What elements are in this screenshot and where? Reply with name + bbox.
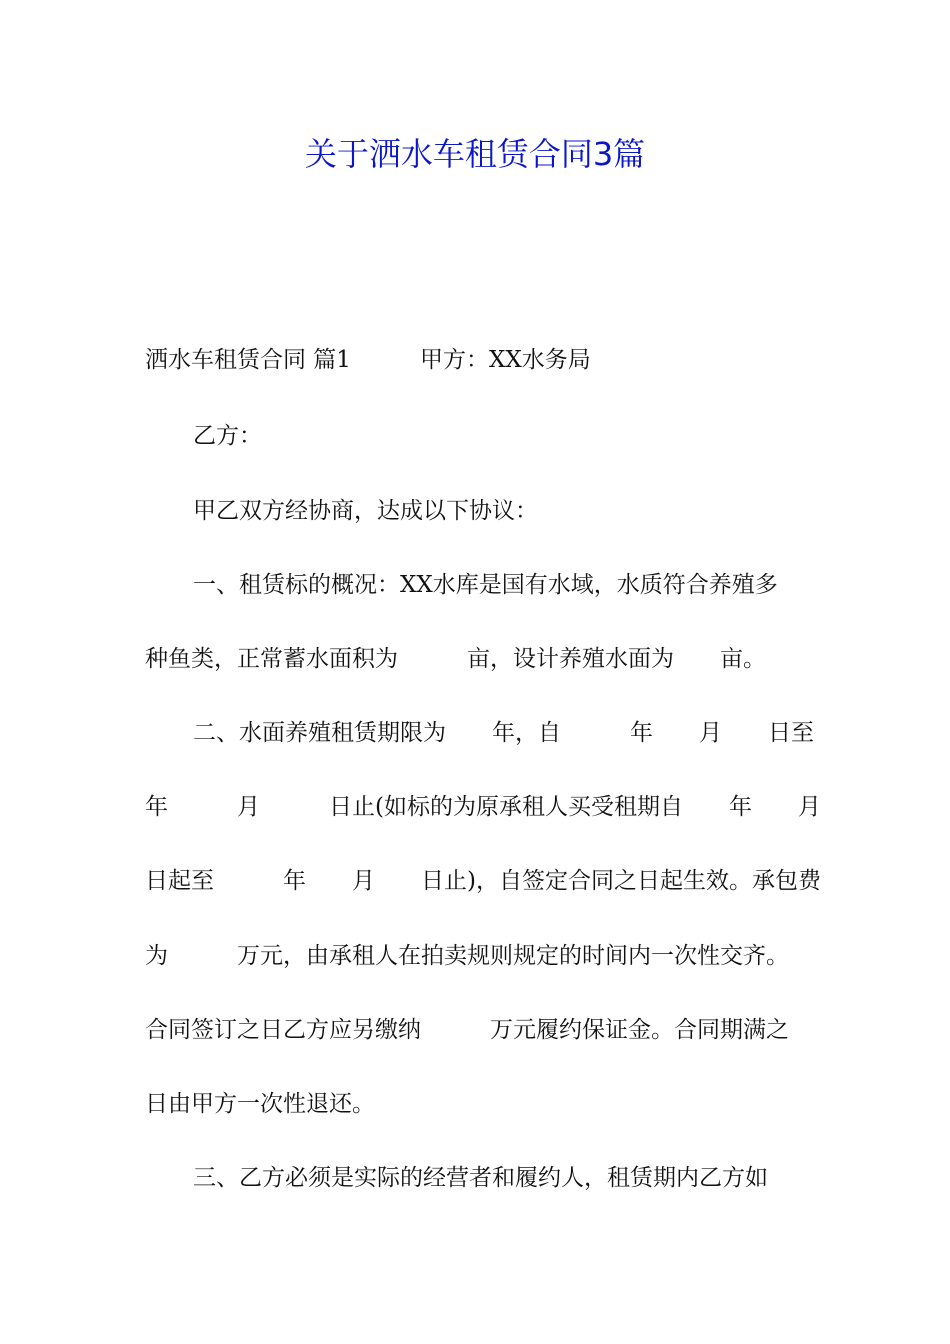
paragraph-line: 洒水车租赁合同 篇1 甲方：XX水务局	[145, 347, 591, 373]
document-title: 关于洒水车租赁合同3篇	[304, 135, 646, 173]
paragraph-line: 三、乙方必须是实际的经营者和履约人，租赁期内乙方如	[193, 1165, 768, 1191]
paragraph-line: 日起至 年 月 日止)，自签定合同之日起生效。承包费	[145, 868, 821, 894]
paragraph-line: 合同签订之日乙方应另缴纳 万元履约保证金。合同期满之	[145, 1017, 789, 1043]
paragraph-line: 年 月 日止(如标的为原承租人买受租期自 年 月	[145, 794, 821, 820]
paragraph-line: 乙方：	[193, 423, 262, 449]
paragraph-line: 种鱼类，正常蓄水面积为 亩，设计养殖水面为 亩。	[145, 646, 766, 672]
paragraph-line: 甲乙双方经协商，达成以下协议：	[193, 498, 538, 524]
paragraph-line: 日由甲方一次性退还。	[145, 1091, 375, 1117]
paragraph-line: 一、租赁标的概况：XX水库是国有水域，水质符合养殖多	[193, 572, 778, 598]
paragraph-line: 二、水面养殖租赁期限为 年，自 年 月 日至	[193, 720, 814, 746]
paragraph-line: 为 万元，由承租人在拍卖规则规定的时间内一次性交齐。	[145, 943, 789, 969]
